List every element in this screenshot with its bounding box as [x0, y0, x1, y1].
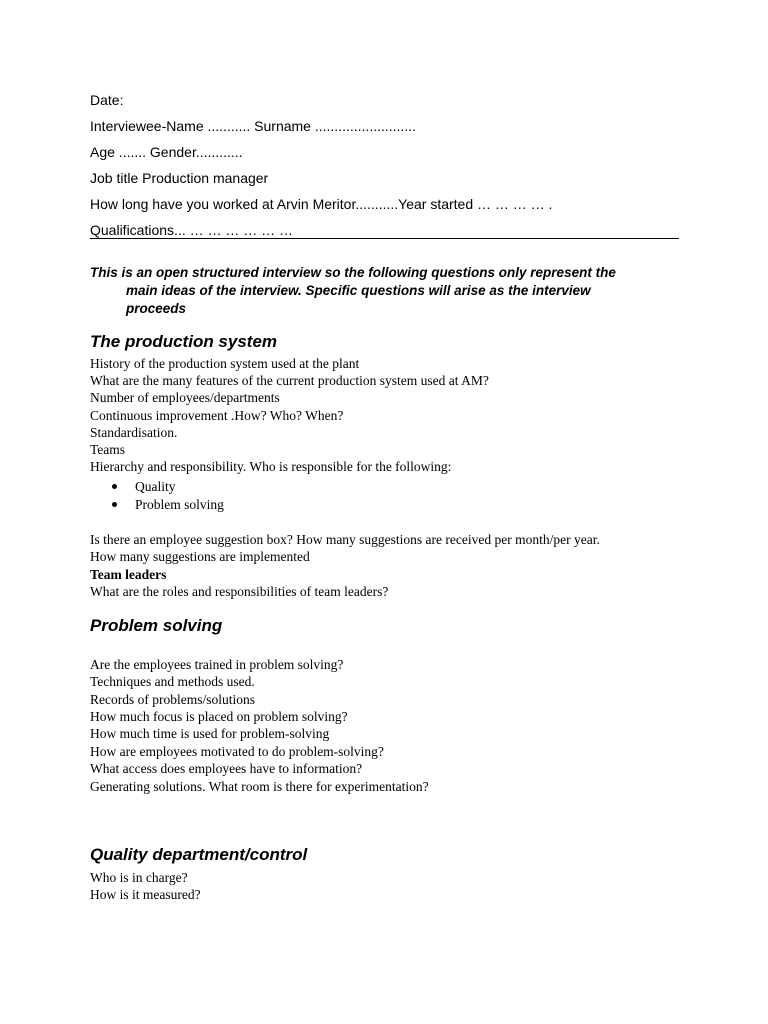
- question-line: How are employees motivated to do problem-solving?: [90, 744, 384, 759]
- question-line: What access does employees have to information?: [90, 761, 363, 776]
- intro-line-3: proceeds: [126, 301, 187, 316]
- bullet-label: Problem solving: [135, 497, 224, 512]
- bullet-dot-icon: [112, 502, 117, 507]
- question-line: Records of problems/solutions: [90, 692, 255, 707]
- heading-quality-department: Quality department/control: [90, 845, 308, 864]
- question-line: Generating solutions. What room is there for experimentation?: [90, 779, 429, 794]
- subheading-team-leaders: Team leaders: [90, 567, 167, 582]
- question-line: Is there an employee suggestion box? How many suggestions are received per month/per year.: [90, 532, 600, 547]
- bullet-label: Quality: [135, 479, 176, 494]
- question-line: What are the roles and responsibilities of team leaders?: [90, 584, 389, 599]
- intro-line-1: This is an open structured interview so the following questions only represent the: [90, 265, 616, 280]
- interviewee-name-field: Interviewee-Name ........... Surname ..........................: [90, 118, 416, 134]
- bullet-dot-icon: [112, 484, 117, 489]
- heading-problem-solving: Problem solving: [90, 616, 223, 635]
- question-line: Number of employees/departments: [90, 390, 280, 405]
- bullet-item-quality: [112, 478, 176, 495]
- question-line: Hierarchy and responsibility. Who is responsible for the following:: [90, 459, 452, 474]
- date-field: Date:: [90, 92, 124, 108]
- question-line: What are the many features of the current production system used at AM?: [90, 373, 489, 388]
- bullet-item-problem-solving: [112, 496, 224, 513]
- qualifications-field: Qualifications... … … … … … …: [90, 222, 294, 238]
- question-line: Techniques and methods used.: [90, 674, 255, 689]
- question-line: Who is in charge?: [90, 870, 188, 885]
- intro-line-2: main ideas of the interview. Specific questions will arise as the interview: [126, 283, 591, 298]
- question-line: How many suggestions are implemented: [90, 549, 310, 564]
- question-line: How is it measured?: [90, 887, 201, 902]
- question-line: Are the employees trained in problem solving?: [90, 657, 344, 672]
- question-line: History of the production system used at the plant: [90, 356, 360, 371]
- question-line: Standardisation.: [90, 425, 178, 440]
- question-line: How much time is used for problem-solving: [90, 726, 330, 741]
- intro-paragraph: [90, 264, 690, 318]
- question-line: Continuous improvement .How? Who? When?: [90, 408, 344, 423]
- age-gender-field: Age ....... Gender............: [90, 144, 243, 160]
- question-line: How much focus is placed on problem solving?: [90, 709, 348, 724]
- tenure-field: How long have you worked at Arvin Meritor...........Year started … … … … .: [90, 196, 553, 212]
- header-divider: [90, 238, 679, 239]
- question-line: Teams: [90, 442, 126, 457]
- heading-production-system: The production system: [90, 332, 278, 351]
- job-title-field: Job title Production manager: [90, 170, 269, 186]
